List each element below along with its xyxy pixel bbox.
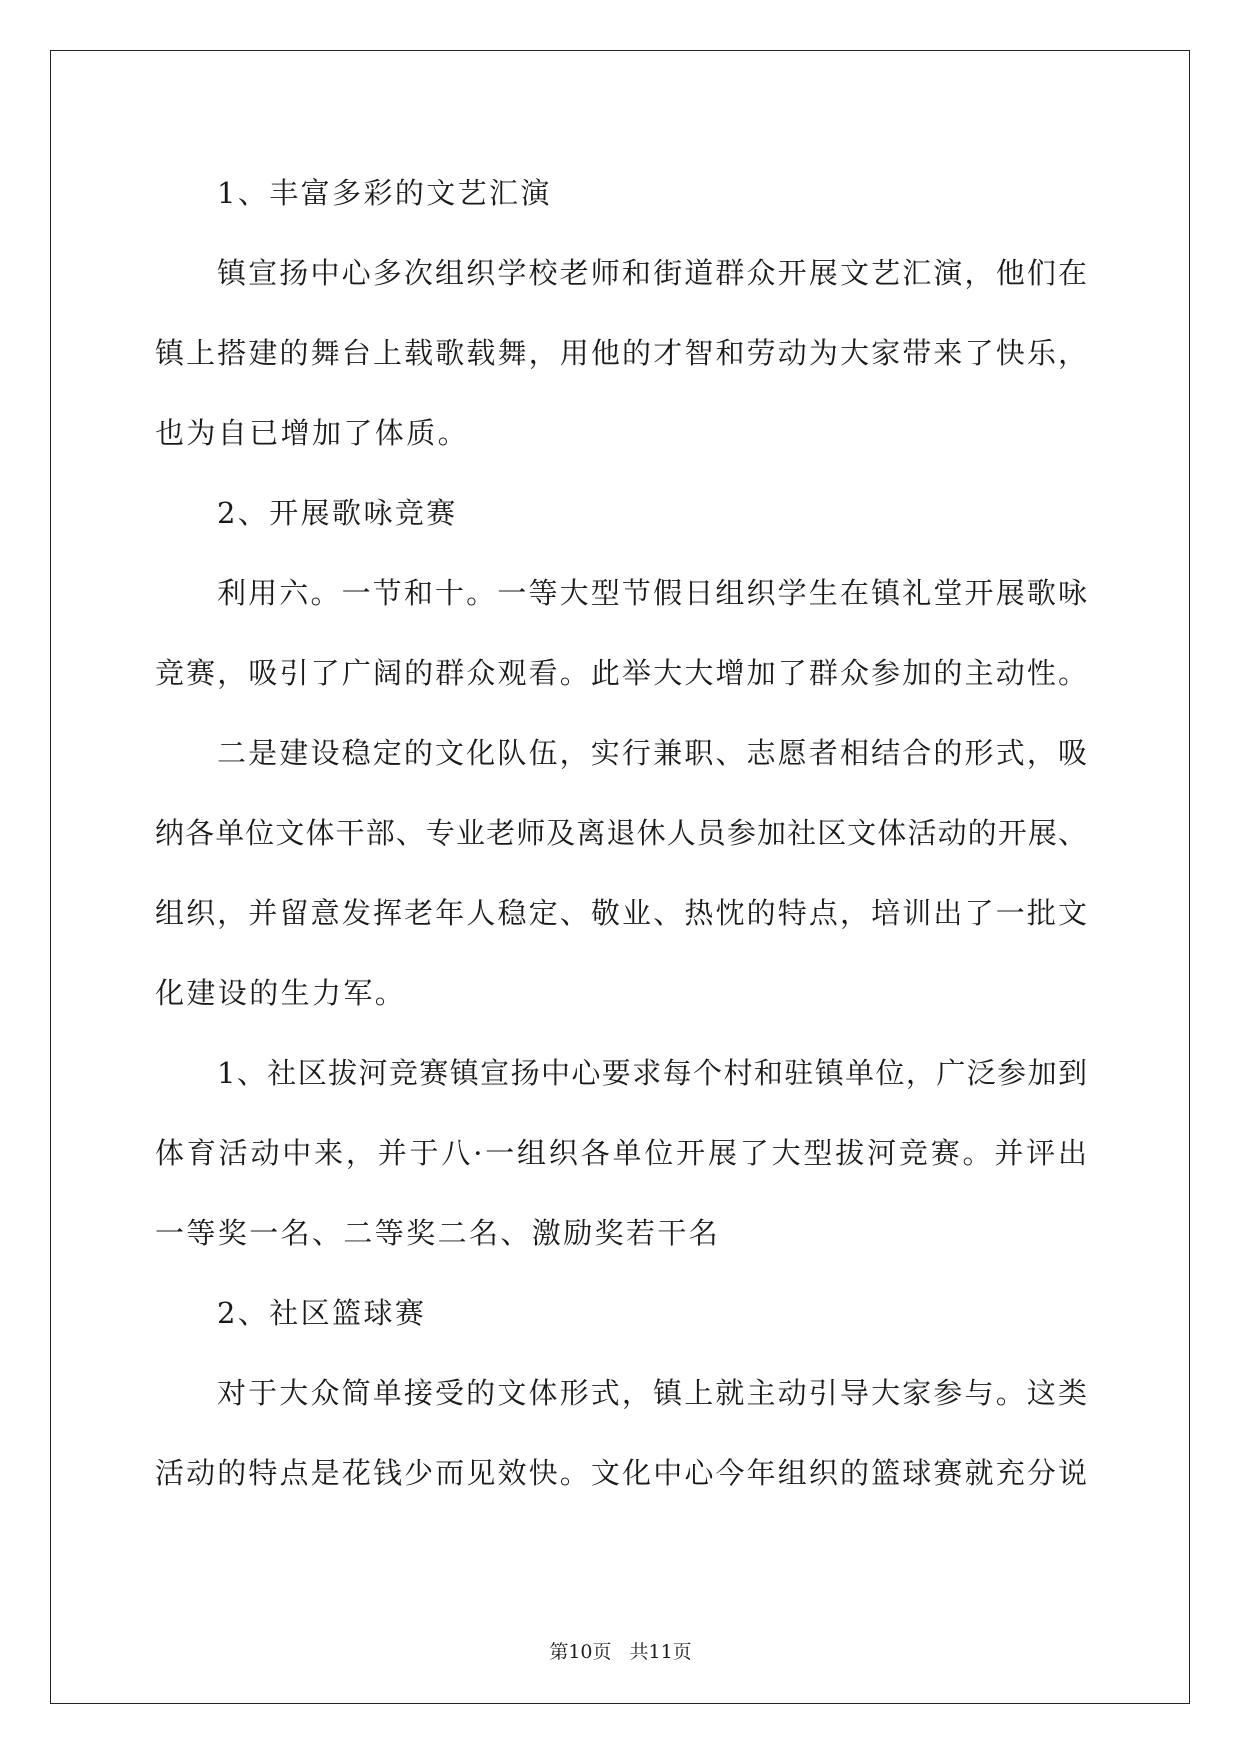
text-line: 1、社区拔河竞赛镇宣扬中心要求每个村和驻镇单位，广泛参加到 [217, 1056, 1087, 1090]
text-line: 镇上搭建的舞台上载歌载舞，用他的才智和劳动为大家带来了快乐， [155, 336, 1087, 370]
text-line: 对于大众简单接受的文体形式，镇上就主动引导大家参与。这类 [217, 1376, 1087, 1410]
text-line: 2、开展歌咏竞赛 [217, 496, 458, 530]
document-body [155, 159, 1087, 1519]
text-line: 组织，并留意发挥老年人稳定、敬业、热忱的特点，培训出了一批文 [155, 896, 1087, 930]
current-page-number: 第10页 [549, 1641, 612, 1663]
text-line: 1、丰富多彩的文艺汇演 [217, 176, 552, 210]
text-line: 一等奖一名、二等奖二名、激励奖若干名 [155, 1216, 721, 1250]
text-line: 也为自已增加了体质。 [155, 416, 470, 450]
text-line: 活动的特点是花钱少而见效快。文化中心今年组织的篮球赛就充分说 [155, 1456, 1087, 1490]
text-line: 利用六。一节和十。一等大型节假日组织学生在镇礼堂开展歌咏 [217, 576, 1087, 610]
total-pages: 共11页 [629, 1641, 692, 1663]
text-line: 纳各单位文体干部、专业老师及离退休人员参加社区文体活动的开展、 [155, 816, 1087, 850]
text-line: 体育活动中来，并于八·一组织各单位开展了大型拔河竞赛。并评出 [155, 1136, 1087, 1170]
text-line: 竞赛，吸引了广阔的群众观看。此举大大增加了群众参加的主动性。 [155, 656, 1087, 690]
text-line: 化建设的生力军。 [155, 976, 407, 1010]
text-line: 2、社区篮球赛 [217, 1296, 427, 1330]
text-line: 二是建设稳定的文化队伍，实行兼职、志愿者相结合的形式，吸 [217, 736, 1087, 770]
text-line: 镇宣扬中心多次组织学校老师和街道群众开展文艺汇演，他们在 [217, 256, 1087, 290]
page-footer [0, 1637, 1241, 1664]
